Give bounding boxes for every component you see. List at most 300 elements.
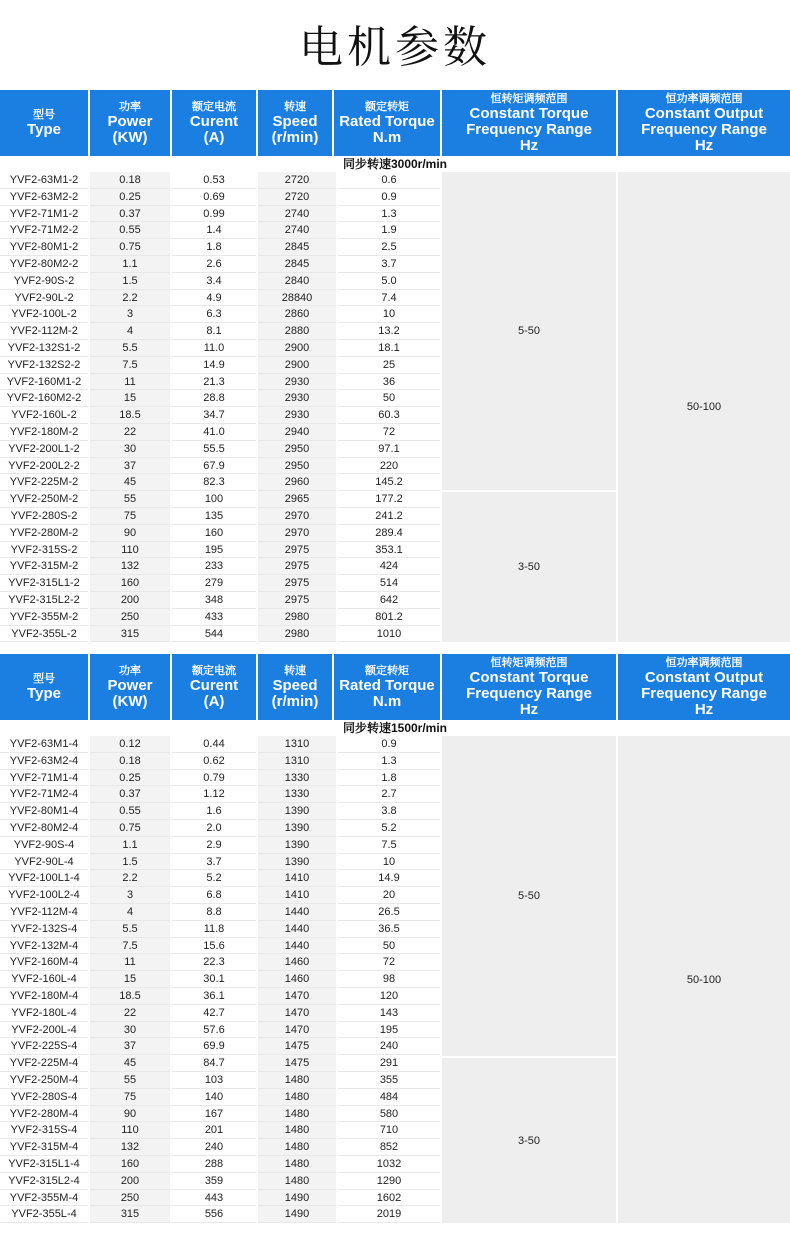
page-title: 电机参数 [299, 22, 491, 73]
header-co-cn: 恒功率调频范围 [665, 656, 743, 669]
cell-speed: 2970 [258, 525, 336, 542]
cell-current: 3.7 [172, 854, 256, 871]
cell-type: YVF2-132S2-2 [0, 357, 88, 374]
table-row [0, 290, 440, 307]
sync-speed-label: 同步转速3000r/min [0, 156, 790, 172]
cell-type: YVF2-63M1-2 [0, 172, 88, 189]
cell-speed: 1310 [258, 753, 336, 770]
table-row [0, 1055, 440, 1072]
cell-torque: 1.3 [338, 206, 440, 223]
header-co-en2: Frequency Range [641, 684, 767, 702]
cell-type: YVF2-160L-2 [0, 407, 88, 424]
cell-speed: 1390 [258, 854, 336, 871]
cell-torque: 10 [338, 854, 440, 871]
table-row [0, 971, 440, 988]
cell-speed: 1480 [258, 1139, 336, 1156]
cell-speed: 2975 [258, 592, 336, 609]
cell-speed: 1460 [258, 954, 336, 971]
cell-current: 41.0 [172, 424, 256, 441]
header-torque-en2: N.m [372, 128, 402, 146]
cell-type: YVF2-100L-2 [0, 306, 88, 323]
cell-speed: 1480 [258, 1106, 336, 1123]
cell-current: 34.7 [172, 407, 256, 424]
cell-power: 0.37 [90, 786, 170, 803]
cell-type: YVF2-63M1-4 [0, 736, 88, 753]
cell-type: YVF2-160M2-2 [0, 390, 88, 407]
cell-type: YVF2-90S-2 [0, 273, 88, 290]
cell-speed: 2930 [258, 390, 336, 407]
cell-current: 3.4 [172, 273, 256, 290]
cell-type: YVF2-225S-4 [0, 1038, 88, 1055]
cell-current: 359 [172, 1173, 256, 1190]
cell-power: 160 [90, 1156, 170, 1173]
cell-type: YVF2-225M-2 [0, 474, 88, 491]
header-co-cn: 恒功率调频范围 [665, 92, 743, 105]
cell-current: 6.8 [172, 887, 256, 904]
cell-speed: 2720 [258, 172, 336, 189]
cell-type: YVF2-63M2-2 [0, 189, 88, 206]
cell-torque: 7.4 [338, 290, 440, 307]
cell-speed: 2975 [258, 542, 336, 559]
cell-speed: 1490 [258, 1206, 336, 1223]
motor-table-2pole [0, 90, 790, 650]
header-power [90, 90, 170, 156]
header-torque [334, 654, 440, 720]
cell-power: 132 [90, 558, 170, 575]
header-current-en1: Curent [189, 112, 239, 130]
cell-torque: 240 [338, 1038, 440, 1055]
cell-speed: 1330 [258, 770, 336, 787]
cell-speed: 2970 [258, 508, 336, 525]
cell-speed: 1440 [258, 921, 336, 938]
table-row [0, 441, 440, 458]
cell-type: YVF2-160M-4 [0, 954, 88, 971]
cell-speed: 1475 [258, 1038, 336, 1055]
cell-power: 0.55 [90, 803, 170, 820]
cell-type: YVF2-315M-4 [0, 1139, 88, 1156]
cell-type: YVF2-315L2-2 [0, 592, 88, 609]
header-current-cn: 额定电流 [192, 664, 236, 677]
cell-power: 3 [90, 887, 170, 904]
cell-torque: 120 [338, 988, 440, 1005]
cell-speed: 1480 [258, 1122, 336, 1139]
cell-current: 0.53 [172, 172, 256, 189]
cell-type: YVF2-355L-2 [0, 626, 88, 643]
cell-torque: 3.7 [338, 256, 440, 273]
cell-speed: 1330 [258, 786, 336, 803]
table-row [0, 1206, 440, 1223]
table-row [0, 609, 440, 626]
header-ct-en1: Constant Torque [469, 104, 589, 122]
table-row [0, 1005, 440, 1022]
header-current-cn: 额定电流 [192, 100, 236, 113]
cell-current: 233 [172, 558, 256, 575]
cell-current: 240 [172, 1139, 256, 1156]
header-ct-en1: Constant Torque [469, 668, 589, 686]
cell-torque: 353.1 [338, 542, 440, 559]
cell-power: 250 [90, 1190, 170, 1207]
cell-power: 200 [90, 1173, 170, 1190]
cell-current: 30.1 [172, 971, 256, 988]
header-type [0, 90, 88, 156]
cell-torque: 13.2 [338, 323, 440, 340]
cell-torque: 143 [338, 1005, 440, 1022]
cell-speed: 1480 [258, 1173, 336, 1190]
cell-speed: 2740 [258, 222, 336, 239]
cell-current: 11.8 [172, 921, 256, 938]
table-row [0, 753, 440, 770]
header-ct-cn: 恒转矩调频范围 [490, 656, 568, 669]
cell-power: 1.5 [90, 854, 170, 871]
cell-speed: 2980 [258, 609, 336, 626]
cell-type: YVF2-280S-2 [0, 508, 88, 525]
table-row [0, 770, 440, 787]
cell-torque: 1032 [338, 1156, 440, 1173]
table-row [0, 820, 440, 837]
table-row [0, 1122, 440, 1139]
cell-power: 18.5 [90, 407, 170, 424]
cell-type: YVF2-112M-2 [0, 323, 88, 340]
constant-torque-range-lower: 3-50 [442, 492, 616, 642]
cell-torque: 580 [338, 1106, 440, 1123]
cell-speed: 1480 [258, 1072, 336, 1089]
cell-torque: 2.5 [338, 239, 440, 256]
cell-type: YVF2-71M1-4 [0, 770, 88, 787]
header-current-en1: Curent [189, 676, 239, 694]
cell-type: YVF2-160M1-2 [0, 374, 88, 391]
cell-current: 22.3 [172, 954, 256, 971]
table-row [0, 1089, 440, 1106]
header-torque-cn: 额定转矩 [365, 664, 409, 677]
cell-speed: 2720 [258, 189, 336, 206]
cell-current: 0.69 [172, 189, 256, 206]
table-body [0, 172, 440, 642]
table-row [0, 491, 440, 508]
header-current-en2: (A) [203, 692, 225, 710]
table-row [0, 340, 440, 357]
cell-power: 0.25 [90, 189, 170, 206]
cell-torque: 97.1 [338, 441, 440, 458]
cell-type: YVF2-90L-2 [0, 290, 88, 307]
cell-power: 75 [90, 508, 170, 525]
cell-power: 22 [90, 424, 170, 441]
cell-current: 69.9 [172, 1038, 256, 1055]
constant-torque-range-upper: 5-50 [442, 736, 616, 1056]
cell-power: 1.5 [90, 273, 170, 290]
cell-torque: 0.6 [338, 172, 440, 189]
cell-torque: 424 [338, 558, 440, 575]
header-co-en3: Hz [694, 700, 714, 718]
header-co-en3: Hz [694, 136, 714, 154]
cell-speed: 1490 [258, 1190, 336, 1207]
cell-power: 55 [90, 1072, 170, 1089]
header-co-en2: Frequency Range [641, 120, 767, 138]
cell-torque: 72 [338, 954, 440, 971]
cell-current: 4.9 [172, 290, 256, 307]
cell-current: 0.79 [172, 770, 256, 787]
cell-current: 14.9 [172, 357, 256, 374]
cell-current: 15.6 [172, 938, 256, 955]
cell-current: 5.2 [172, 870, 256, 887]
cell-speed: 1460 [258, 971, 336, 988]
cell-torque: 50 [338, 938, 440, 955]
cell-power: 5.5 [90, 340, 170, 357]
table-row [0, 374, 440, 391]
cell-power: 2.2 [90, 870, 170, 887]
cell-power: 5.5 [90, 921, 170, 938]
cell-power: 110 [90, 1122, 170, 1139]
table-row [0, 575, 440, 592]
cell-power: 3 [90, 306, 170, 323]
cell-current: 135 [172, 508, 256, 525]
cell-type: YVF2-71M2-4 [0, 786, 88, 803]
cell-type: YVF2-160L-4 [0, 971, 88, 988]
cell-type: YVF2-280M-2 [0, 525, 88, 542]
cell-speed: 2950 [258, 458, 336, 475]
cell-speed: 1390 [258, 803, 336, 820]
cell-torque: 1.8 [338, 770, 440, 787]
table-row [0, 854, 440, 871]
table-row [0, 189, 440, 206]
table-row [0, 206, 440, 223]
table-body [0, 736, 440, 1223]
cell-speed: 1440 [258, 938, 336, 955]
cell-type: YVF2-315L2-4 [0, 1173, 88, 1190]
cell-current: 167 [172, 1106, 256, 1123]
cell-power: 90 [90, 525, 170, 542]
cell-type: YVF2-315M-2 [0, 558, 88, 575]
cell-type: YVF2-132M-4 [0, 938, 88, 955]
header-power-en1: Power [107, 676, 153, 694]
cell-type: YVF2-250M-4 [0, 1072, 88, 1089]
cell-type: YVF2-71M1-2 [0, 206, 88, 223]
header-power-en2: (KW) [112, 128, 148, 146]
cell-speed: 2880 [258, 323, 336, 340]
cell-current: 433 [172, 609, 256, 626]
cell-current: 140 [172, 1089, 256, 1106]
cell-speed: 2740 [258, 206, 336, 223]
cell-power: 30 [90, 1022, 170, 1039]
cell-type: YVF2-90L-4 [0, 854, 88, 871]
cell-speed: 1470 [258, 1005, 336, 1022]
cell-torque: 177.2 [338, 491, 440, 508]
cell-current: 1.6 [172, 803, 256, 820]
cell-power: 0.75 [90, 820, 170, 837]
table-row [0, 525, 440, 542]
cell-current: 1.12 [172, 786, 256, 803]
motor-table-4pole [0, 654, 790, 1234]
cell-type: YVF2-71M2-2 [0, 222, 88, 239]
cell-current: 160 [172, 525, 256, 542]
table-row [0, 626, 440, 643]
cell-power: 4 [90, 904, 170, 921]
cell-torque: 7.5 [338, 837, 440, 854]
cell-current: 103 [172, 1072, 256, 1089]
table-row [0, 357, 440, 374]
cell-type: YVF2-315S-4 [0, 1122, 88, 1139]
cell-speed: 1310 [258, 736, 336, 753]
cell-type: YVF2-80M2-4 [0, 820, 88, 837]
cell-torque: 60.3 [338, 407, 440, 424]
table-row [0, 904, 440, 921]
header-current-en2: (A) [203, 128, 225, 146]
cell-current: 8.1 [172, 323, 256, 340]
cell-power: 15 [90, 390, 170, 407]
cell-torque: 2019 [338, 1206, 440, 1223]
table-row [0, 390, 440, 407]
cell-torque: 145.2 [338, 474, 440, 491]
table-row [0, 474, 440, 491]
cell-current: 21.3 [172, 374, 256, 391]
cell-speed: 2930 [258, 407, 336, 424]
table-row [0, 306, 440, 323]
header-ct-en3: Hz [519, 700, 539, 718]
cell-speed: 2930 [258, 374, 336, 391]
cell-torque: 514 [338, 575, 440, 592]
table-row [0, 558, 440, 575]
table-row [0, 592, 440, 609]
constant-torque-range-lower: 3-50 [442, 1058, 616, 1223]
cell-power: 315 [90, 626, 170, 643]
cell-power: 45 [90, 1055, 170, 1072]
cell-torque: 5.2 [338, 820, 440, 837]
cell-power: 15 [90, 971, 170, 988]
cell-current: 84.7 [172, 1055, 256, 1072]
cell-power: 0.37 [90, 206, 170, 223]
cell-power: 0.25 [90, 770, 170, 787]
cell-power: 7.5 [90, 357, 170, 374]
cell-power: 1.1 [90, 837, 170, 854]
table-row [0, 1106, 440, 1123]
table-row [0, 954, 440, 971]
cell-torque: 1.9 [338, 222, 440, 239]
header-ct-en2: Frequency Range [466, 120, 592, 138]
cell-current: 544 [172, 626, 256, 643]
cell-torque: 50 [338, 390, 440, 407]
cell-type: YVF2-225M-4 [0, 1055, 88, 1072]
cell-speed: 2845 [258, 239, 336, 256]
cell-torque: 195 [338, 1022, 440, 1039]
cell-power: 200 [90, 592, 170, 609]
cell-power: 0.55 [90, 222, 170, 239]
cell-torque: 26.5 [338, 904, 440, 921]
table-row [0, 803, 440, 820]
table-row [0, 887, 440, 904]
header-co [618, 90, 790, 156]
cell-power: 132 [90, 1139, 170, 1156]
header-torque-cn: 额定转矩 [365, 100, 409, 113]
cell-type: YVF2-355L-4 [0, 1206, 88, 1223]
cell-speed: 1480 [258, 1156, 336, 1173]
constant-output-range: 50-100 [618, 172, 790, 642]
cell-type: YVF2-280S-4 [0, 1089, 88, 1106]
cell-torque: 355 [338, 1072, 440, 1089]
cell-current: 82.3 [172, 474, 256, 491]
cell-speed: 1475 [258, 1055, 336, 1072]
header-current [172, 90, 256, 156]
cell-torque: 2.7 [338, 786, 440, 803]
cell-torque: 642 [338, 592, 440, 609]
cell-type: YVF2-180M-4 [0, 988, 88, 1005]
cell-torque: 1290 [338, 1173, 440, 1190]
cell-torque: 1.3 [338, 753, 440, 770]
cell-current: 348 [172, 592, 256, 609]
table-row [0, 736, 440, 753]
table-row [0, 407, 440, 424]
cell-current: 1.4 [172, 222, 256, 239]
cell-power: 11 [90, 954, 170, 971]
cell-torque: 14.9 [338, 870, 440, 887]
cell-current: 57.6 [172, 1022, 256, 1039]
cell-speed: 1390 [258, 837, 336, 854]
cell-current: 55.5 [172, 441, 256, 458]
cell-torque: 1010 [338, 626, 440, 643]
table-row [0, 1022, 440, 1039]
table-row [0, 222, 440, 239]
table-row [0, 1038, 440, 1055]
cell-power: 75 [90, 1089, 170, 1106]
table-row [0, 542, 440, 559]
cell-torque: 20 [338, 887, 440, 904]
header-current [172, 654, 256, 720]
table-row [0, 172, 440, 189]
header-speed-cn: 转速 [284, 664, 306, 677]
table-row [0, 938, 440, 955]
header-ct [442, 654, 616, 720]
cell-type: YVF2-355M-2 [0, 609, 88, 626]
cell-speed: 2975 [258, 575, 336, 592]
cell-type: YVF2-132S1-2 [0, 340, 88, 357]
header-type-en: Type [27, 120, 61, 138]
cell-current: 100 [172, 491, 256, 508]
cell-current: 0.62 [172, 753, 256, 770]
cell-speed: 2860 [258, 306, 336, 323]
cell-torque: 10 [338, 306, 440, 323]
table-row [0, 1173, 440, 1190]
cell-torque: 289.4 [338, 525, 440, 542]
cell-speed: 2845 [258, 256, 336, 273]
cell-current: 11.0 [172, 340, 256, 357]
cell-power: 37 [90, 1038, 170, 1055]
cell-power: 2.2 [90, 290, 170, 307]
cell-current: 195 [172, 542, 256, 559]
cell-power: 250 [90, 609, 170, 626]
cell-torque: 72 [338, 424, 440, 441]
cell-power: 90 [90, 1106, 170, 1123]
cell-torque: 0.9 [338, 736, 440, 753]
cell-current: 288 [172, 1156, 256, 1173]
header-speed-en2: (r/min) [271, 692, 319, 710]
cell-power: 30 [90, 441, 170, 458]
cell-speed: 28840 [258, 290, 336, 307]
header-torque-en1: Rated Torque [339, 112, 435, 130]
cell-speed: 2975 [258, 558, 336, 575]
header-speed-en1: Speed [272, 112, 318, 130]
cell-power: 22 [90, 1005, 170, 1022]
cell-type: YVF2-132S-4 [0, 921, 88, 938]
constant-output-range: 50-100 [618, 736, 790, 1223]
table-row [0, 870, 440, 887]
header-co-en1: Constant Output [644, 668, 764, 686]
cell-type: YVF2-200L1-2 [0, 441, 88, 458]
cell-speed: 1480 [258, 1089, 336, 1106]
cell-type: YVF2-180M-2 [0, 424, 88, 441]
cell-type: YVF2-355M-4 [0, 1190, 88, 1207]
header-co [618, 654, 790, 720]
table-row [0, 239, 440, 256]
cell-current: 8.8 [172, 904, 256, 921]
cell-type: YVF2-112M-4 [0, 904, 88, 921]
